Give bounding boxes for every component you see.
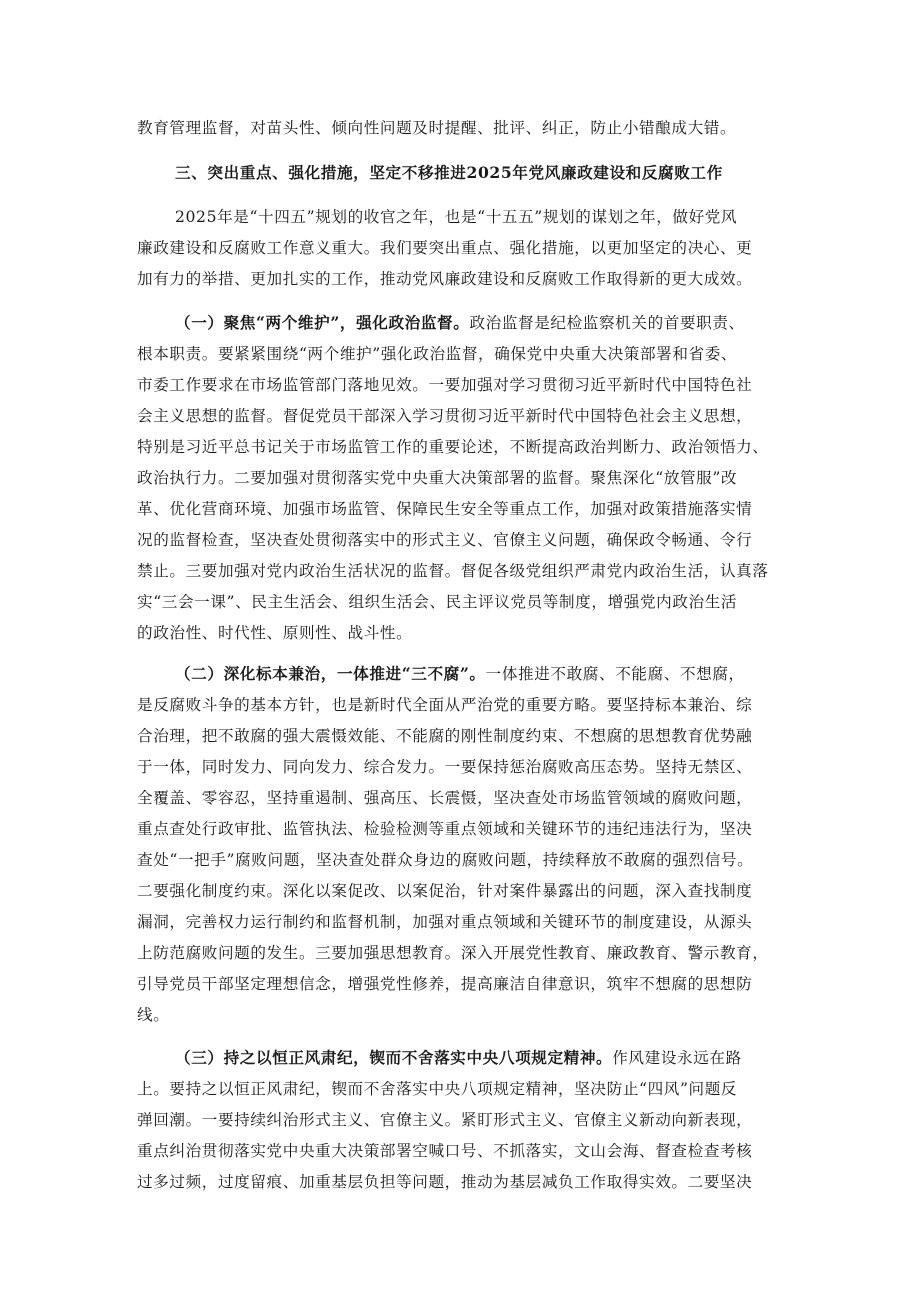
subsection-1-line: 市委工作要求在市场监管部门落地见效。一要加强对学习贯彻习近平新时代中国特色社 bbox=[137, 376, 753, 394]
subsection-1-line: 的政治性、时代性、原则性、战斗性。 bbox=[137, 624, 413, 642]
subsection-3-line: 过多过频，过度留痕、加重基层负担等问题，推动为基层减负工作取得实效。二要坚决 bbox=[137, 1173, 753, 1191]
subsection-1-line: 禁止。三要加强对党内政治生活状况的监督。督促各级党组织严肃党内政治生活，认真落 bbox=[137, 562, 769, 580]
subsection-2-line: 查处“一把手”腐败问题，坚决查处群众身边的腐败问题，持续释放不敢腐的强烈信号。 bbox=[137, 851, 754, 869]
subsection-1-line: 革、优化营商环境、加强市场监管、保障民生安全等重点工作，加强对政策措施落实情 bbox=[137, 500, 753, 518]
subsection-2-line: 漏洞，完善权力运行制约和监督机制，加强对重点领域和关键环节的制度建设，从源头 bbox=[137, 913, 753, 931]
subsection-2-line: 于一体，同时发力、同向发力、综合发力。一要保持惩治腐败高压态势。坚持无禁区、 bbox=[137, 758, 753, 776]
subsection-3-line: 重点纠治贯彻落实党中央重大决策部署空喊口号、不抓落实，文山会海、督查检查考核 bbox=[137, 1142, 753, 1160]
subsection-2-first-line bbox=[175, 664, 745, 684]
subsection-1-line: 况的监督检查，坚决查处贯彻落实中的形式主义、官僚主义问题，确保政令畅通、令行 bbox=[137, 531, 753, 549]
subsection-2-line: 二要强化制度约束。深化以案促改、以案促治，针对案件暴露出的问题，深入查找制度 bbox=[137, 882, 753, 900]
subsection-2-heading: （二）深化标本兼治，一体推进“三不腐”。 bbox=[175, 664, 486, 683]
subsection-2-line: 线。 bbox=[137, 1006, 170, 1024]
subsection-2-line: 上防范腐败问题的发生。三要加强思想教育。深入开展党性教育、廉政教育、警示教育， bbox=[137, 944, 769, 962]
section-intro-line: 2025年是“十四五”规划的收官之年，也是“十五五”规划的谋划之年，做好党风 bbox=[175, 208, 738, 226]
subsection-3-first-line bbox=[175, 1048, 742, 1068]
subsection-2-line: 引导党员干部坚定理想信念，增强党性修养，提高廉洁自律意识，筑牢不想腐的思想防 bbox=[137, 975, 753, 993]
intro-line: 教育管理监督，对苗头性、倾向性问题及时提醒、批评、纠正，防止小错酿成大错。 bbox=[137, 119, 737, 137]
subsection-2-first-line-text: 一体推进不敢腐、不能腐、不想腐， bbox=[485, 665, 745, 683]
subsection-1-line: 根本职责。要紧紧围绕“两个维护”强化政治监督，确保党中央重大决策部署和省委、 bbox=[137, 345, 738, 363]
subsection-3-first-line-text: 作风建设永远在路 bbox=[612, 1049, 742, 1067]
subsection-3-line: 上。要持之以恒正风肃纪，锲而不舍落实中央八项规定精神，坚决防止“四风”问题反 bbox=[137, 1080, 738, 1098]
subsection-2-line: 合治理，把不敢腐的强大震慑效能、不能腐的刚性制度约束、不想腐的思想教育优势融 bbox=[137, 727, 753, 745]
subsection-1-heading: （一）聚焦“两个维护”，强化政治监督。 bbox=[175, 313, 470, 332]
subsection-3-line: 弹回潮。一要持续纠治形式主义、官僚主义。紧盯形式主义、官僚主义新动向新表现， bbox=[137, 1111, 753, 1129]
subsection-2-line: 重点查处行政审批、监管执法、检验检测等重点领域和关键环节的违纪违法行为，坚决 bbox=[137, 820, 753, 838]
subsection-1-line: 特别是习近平总书记关于市场监管工作的重要论述，不断提高政治判断力、政治领悟力、 bbox=[137, 438, 769, 456]
subsection-3-heading: （三）持之以恒正风肃纪，锲而不舍落实中央八项规定精神。 bbox=[175, 1048, 613, 1067]
subsection-1-first-line-text: 政治监督是纪检监察机关的首要职责、 bbox=[469, 314, 745, 332]
subsection-1-line: 实“三会一课”、民主生活会、组织生活会、民主评议党员等制度，增强党内政治生活 bbox=[137, 593, 738, 611]
section-intro-line: 廉政建设和反腐败工作意义重大。我们要突出重点、强化措施，以更加坚定的决心、更 bbox=[137, 239, 753, 257]
subsection-1-first-line bbox=[175, 313, 745, 333]
section-heading: 三、突出重点、强化措施，坚定不移推进2025年党风廉政建设和反腐败工作 bbox=[175, 163, 723, 182]
subsection-1-line: 会主义思想的监督。督促党员干部深入学习贯彻习近平新时代中国特色社会主义思想， bbox=[137, 407, 753, 425]
subsection-1-line: 政治执行力。二要加强对贯彻落实党中央重大决策部署的监督。聚焦深化“放管服”改 bbox=[137, 469, 738, 487]
subsection-2-line: 全覆盖、零容忍，坚持重遏制、强高压、长震慑，坚决查处市场监管领域的腐败问题， bbox=[137, 789, 753, 807]
section-intro-line: 加有力的举措、更加扎实的工作，推动党风廉政建设和反腐败工作取得新的更大成效。 bbox=[137, 270, 753, 288]
subsection-2-line: 是反腐败斗争的基本方针，也是新时代全面从严治党的重要方略。要坚持标本兼治、综 bbox=[137, 696, 753, 714]
